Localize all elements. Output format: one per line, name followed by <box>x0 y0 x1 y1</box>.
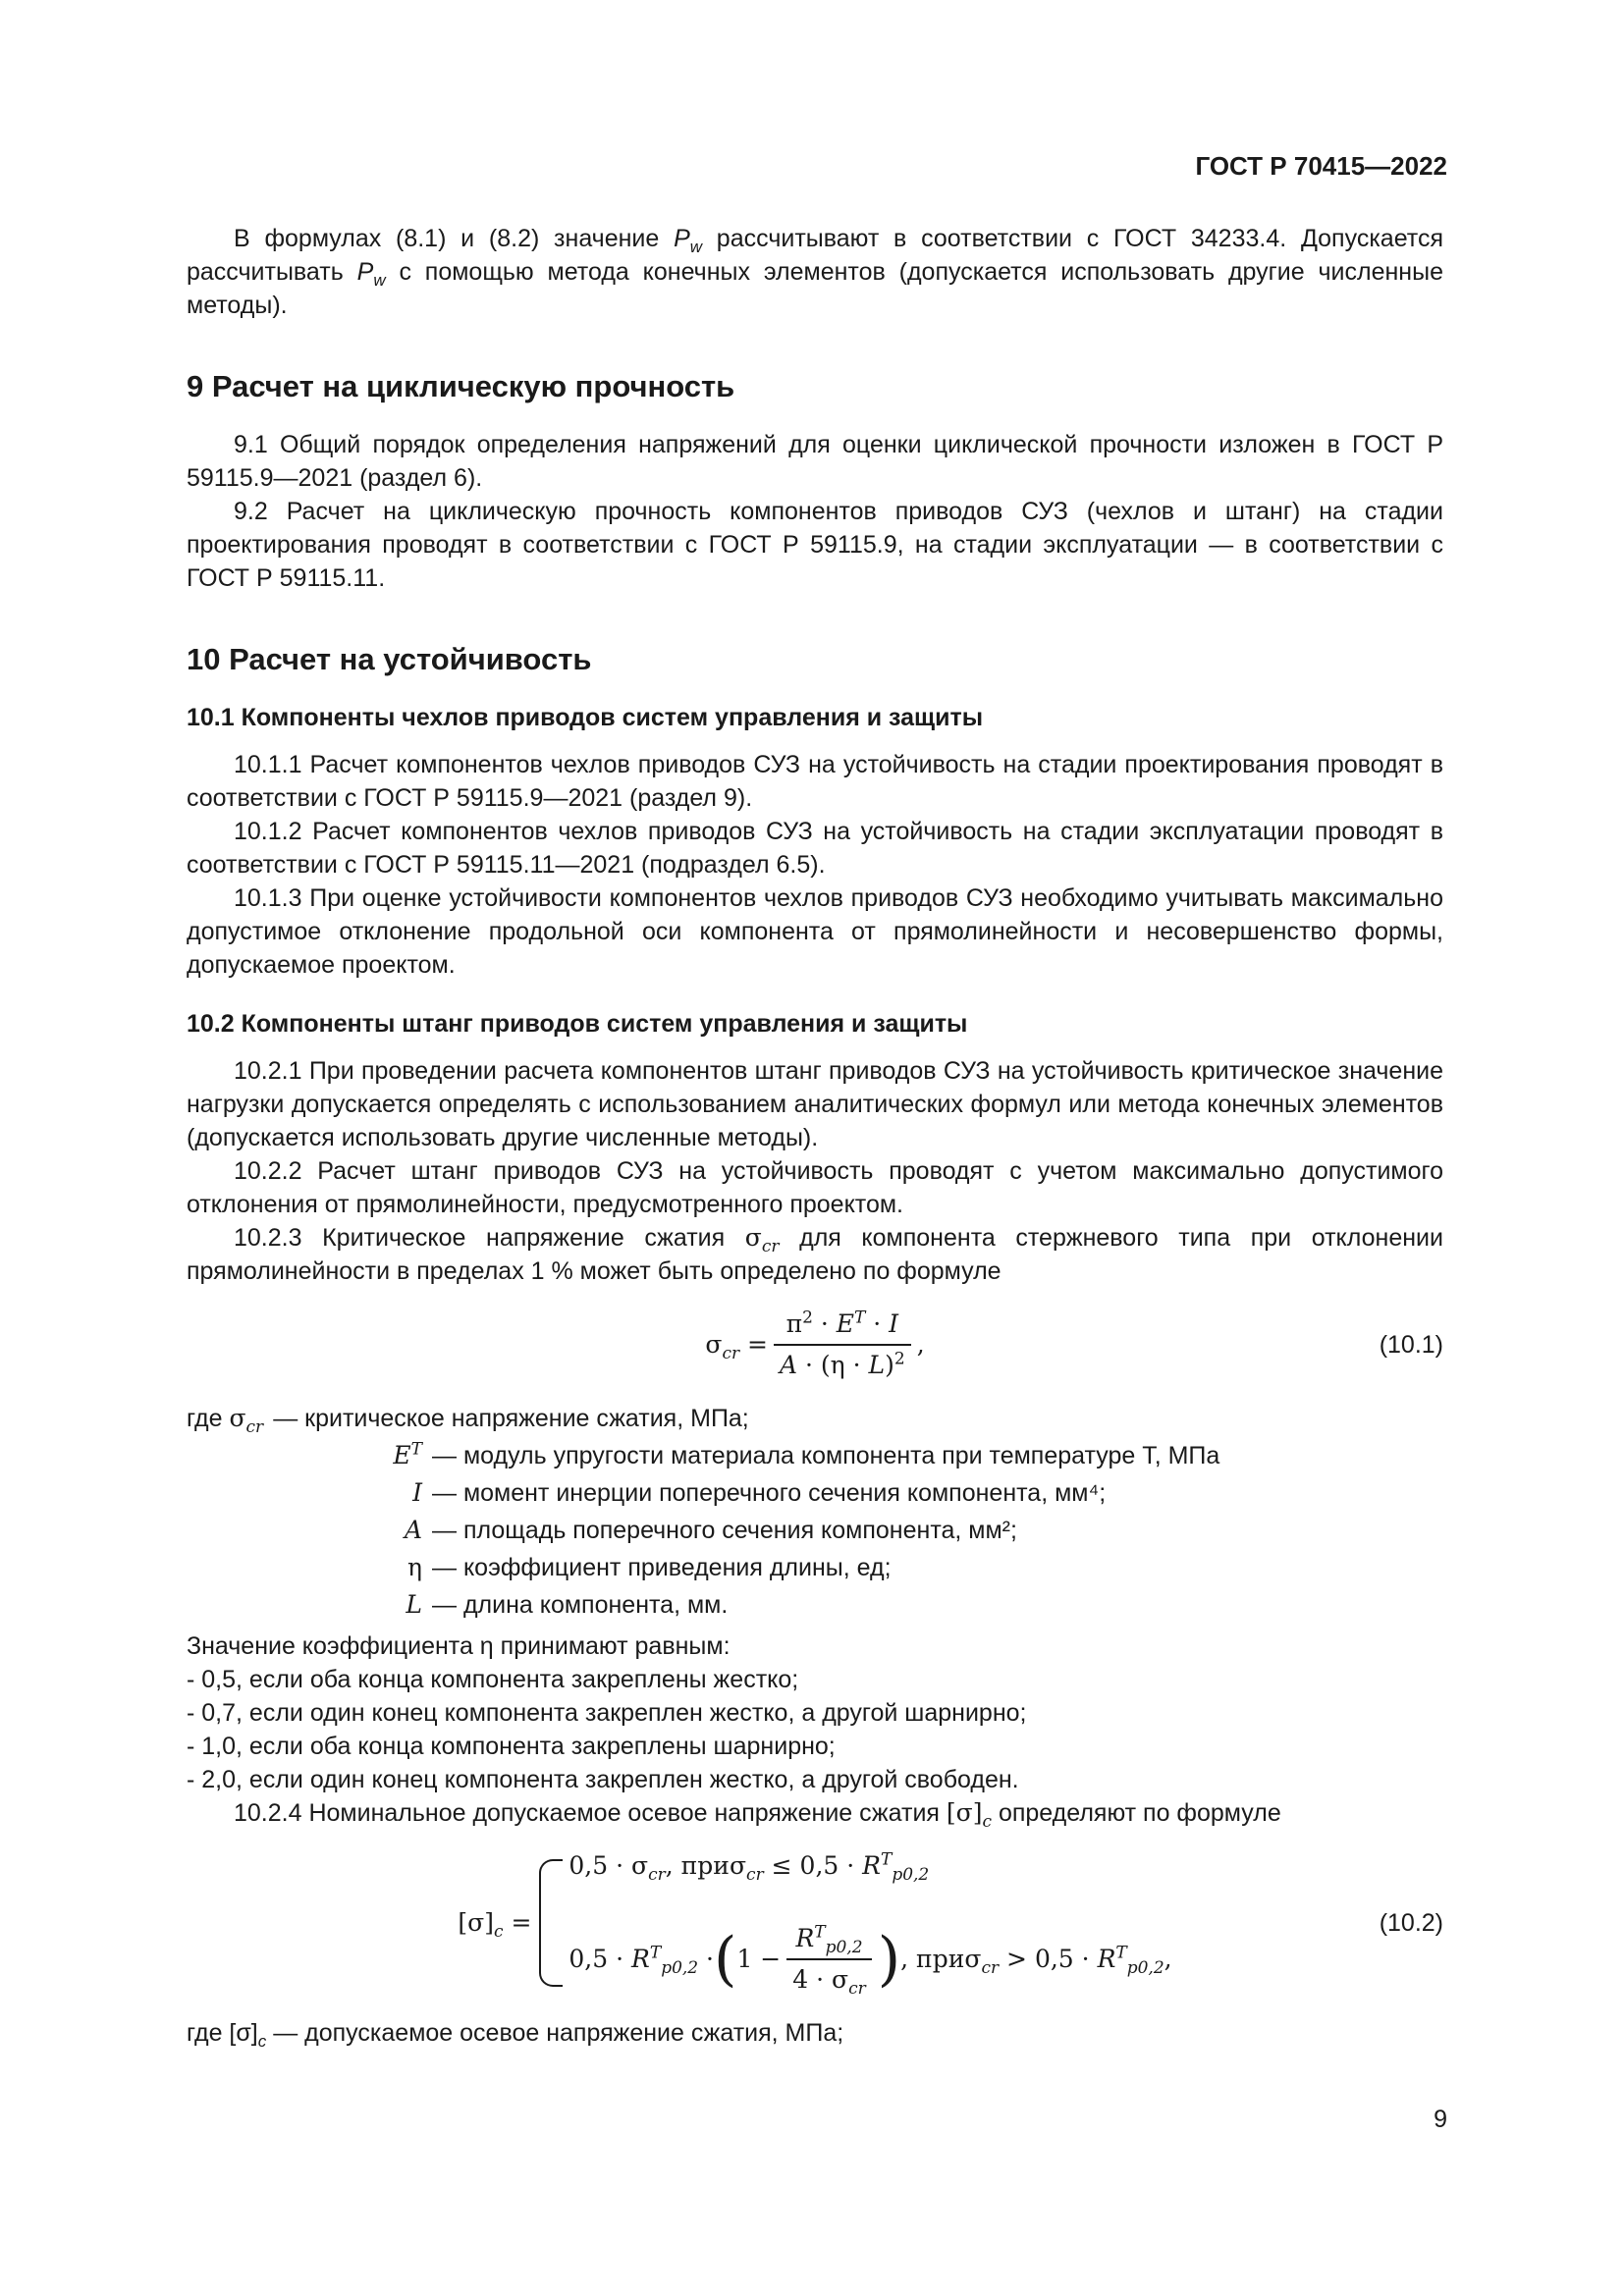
left-brace <box>539 1859 563 1987</box>
intro-paragraph: В формулах (8.1) и (8.2) значение $P_w$ рассчитывают в соответствии с ГОСТ 34233.4. Допускается рассчитывать $P_w$ с помощью метода конечных элементов (допускается использовать другие численные методы). <box>187 225 1443 319</box>
para-10-2-2: 10.2.2 Расчет штанг приводов СУЗ на устойчивость проводят с учетом максимально допустимого отклонения от прямолинейности, предусмотренного проектом. <box>187 1157 1443 1218</box>
definition-row: $E^T$ — модуль упругости материала компонента при температуре T, МПа <box>393 1439 1220 1469</box>
para-10-1-2: 10.1.2 Расчет компонентов чехлов приводов СУЗ на устойчивость на стадии эксплуатации проводят в соответствии с ГОСТ Р 59115.11—2021 (подраздел 6.5). <box>187 818 1443 879</box>
subsection-10-1-title: 10.1 Компоненты чехлов приводов систем управления и защиты <box>187 704 984 731</box>
para-10-2-3: 10.2.3 Критическое напряжение сжатия $\sigma_{cr}$ для компонента стержневого типа при отклонении прямолинейности в пределах 1 % может быть определено по формуле <box>187 1223 1443 1285</box>
definition-row: I — момент инерции поперечного сечения компонента, мм⁴; <box>412 1478 1107 1507</box>
definition-row: где $\sigma_{cr}$ — критическое напряжение сжатия, МПа; <box>187 1404 749 1437</box>
para-10-1-3: 10.1.3 При оценке устойчивости компонентов чехлов приводов СУЗ необходимо учитывать максимально допустимое отклонение продольной оси компонента от прямолинейности и несовершенство формы, допускаемое проектом. <box>187 884 1443 979</box>
equation-number-10-2: (10.2) <box>1379 1909 1443 1937</box>
definition-row: L — длина компонента, мм. <box>406 1590 729 1619</box>
formula-case-1: $0,5 \cdot \sigma_{cr}$ , при $\sigma_{cr} \le 0,5 \cdot R^T_{p0,2}$ <box>568 1849 930 1885</box>
document-code: ГОСТ Р 70415—2022 <box>1195 151 1447 181</box>
formula-10-2-body: $[\sigma]_c$ = $0,5 \cdot \sigma_{cr}$ , при $\sigma_{cr} \le 0,5 \cdot R^T_{p0,2}$ $0,5 \cdot R^T_{p0,2}$ · ( 1 − $\frac{R^T_{p0,2}}{4 \cdot \sigma_{cr}}$ ) , при $\sigma_{cr} > 0,5 \cdot R^T_{p0,2}$ , <box>458 1849 1172 1999</box>
formula-10-1-body: $\sigma_{cr}$ = $\frac{\pi^2 \cdot E^T \cdot I}{A \cdot (\eta \cdot L)^2}$ , <box>705 1308 924 1382</box>
page-number: 9 <box>1434 2106 1447 2133</box>
eta-item: - 0,5, если оба конца компонента закреплены жестко; <box>187 1666 799 1693</box>
subsection-10-2-title: 10.2 Компоненты штанг приводов систем управления и защиты <box>187 1010 968 1038</box>
para-10-1-1: 10.1.1 Расчет компонентов чехлов приводов СУЗ на устойчивость на стадии проектирования проводят в соответствии с ГОСТ Р 59115.9—2021 (раздел 9). <box>187 751 1443 812</box>
definition-row: η — коэффициент приведения длины, ед; <box>407 1553 892 1581</box>
section-9-title: 9 Расчет на циклическую прочность <box>187 369 735 403</box>
where-definition-sigma-c: где $[\sigma]_c$ — допускаемое осевое напряжение сжатия, МПа; <box>187 2019 844 2051</box>
formula-case-2: $0,5 \cdot R^T_{p0,2}$ · ( 1 − $\frac{R^T_{p0,2}}{4 \cdot \sigma_{cr}}$ ) , при $\sigma_{cr} > 0,5 \cdot R^T_{p0,2}$ , <box>568 1922 1172 1999</box>
para-9-2: 9.2 Расчет на циклическую прочность компонентов приводов СУЗ (чехлов и штанг) на стадии проектирования проводят в соответствии с ГОСТ Р 59115.9, на стадии эксплуатации — в соответствии с ГОСТ Р 59115.11. <box>187 498 1443 592</box>
eta-item: - 0,7, если один конец компонента закреплен жестко, а другой шарнирно; <box>187 1699 1027 1727</box>
para-9-1: 9.1 Общий порядок определения напряжений для оценки циклической прочности изложен в ГОСТ Р 59115.9—2021 (раздел 6). <box>187 431 1443 492</box>
eta-item: - 1,0, если оба конца компонента закреплены шарнирно; <box>187 1733 836 1760</box>
equation-number-10-1: (10.1) <box>1379 1331 1443 1359</box>
eta-intro: Значение коэффициента η принимают равным: <box>187 1632 731 1660</box>
eta-item: - 2,0, если один конец компонента закреплен жестко, а другой свободен. <box>187 1766 1019 1793</box>
definitions-list <box>187 1402 1443 1626</box>
formula-10-1 <box>187 1298 1443 1392</box>
definition-row: A — площадь поперечного сечения компонента, мм²; <box>404 1516 1017 1544</box>
section-10-title: 10 Расчет на устойчивость <box>187 642 592 676</box>
para-10-2-1: 10.2.1 При проведении расчета компонентов штанг приводов СУЗ на устойчивость критическое значение нагрузки допускается определять с использованием аналитических формул или метода конечных элементов (допускается использовать другие численные методы). <box>187 1057 1443 1151</box>
para-10-2-4: 10.2.4 Номинальное допускаемое осевое напряжение сжатия $[\sigma]_c$ определяют по формуле <box>234 1798 1281 1832</box>
formula-10-2 <box>187 1840 1443 2006</box>
eta-values-block <box>187 1629 1443 1796</box>
page-content <box>187 222 1443 2050</box>
